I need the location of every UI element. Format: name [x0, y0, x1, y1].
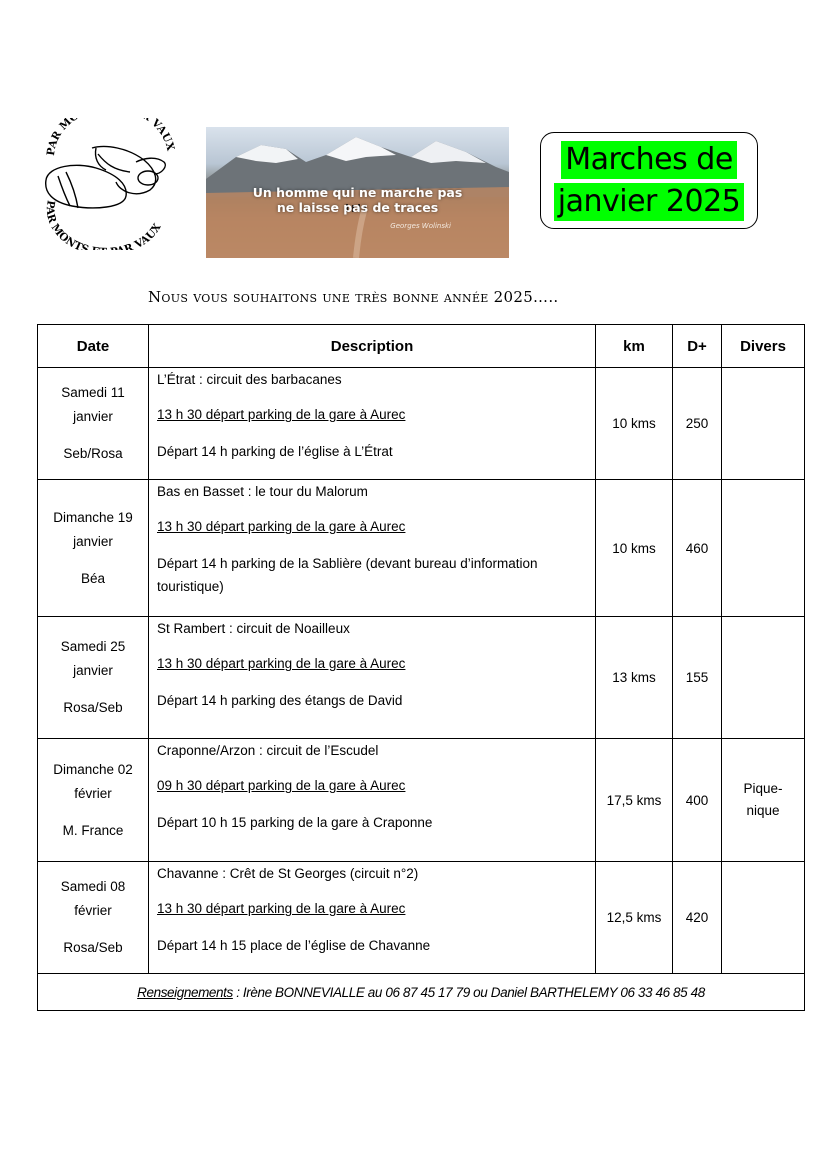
photo-quote-line1: Un homme qui ne marche pas — [252, 185, 463, 200]
header-dplus: D+ — [673, 325, 722, 368]
meeting-point: 13 h 30 départ parking de la gare à Aurec — [157, 519, 406, 534]
table-row — [38, 368, 805, 480]
walk-title: St Rambert : circuit de Noailleux — [157, 621, 350, 636]
departure-point: Départ 14 h parking des étangs de David — [157, 693, 403, 708]
km-cell: 13 kms — [596, 617, 673, 739]
date-day: Dimanche 02 — [53, 761, 133, 777]
walk-title: Bas en Basset : le tour du Malorum — [157, 484, 368, 499]
departure-point: Départ 14 h parking de l’église à L’Étrat — [157, 444, 393, 459]
divers-note: Pique-nique — [743, 781, 783, 818]
description-cell — [149, 480, 596, 617]
contact-info — [38, 974, 805, 1011]
table-row — [38, 617, 805, 739]
km-cell: 12,5 kms — [596, 862, 673, 974]
walks-table — [37, 324, 805, 1011]
divers-cell — [722, 739, 805, 862]
meeting-point: 13 h 30 départ parking de la gare à Aurec — [157, 407, 406, 422]
header-description: Description — [149, 325, 596, 368]
date-cell — [38, 368, 149, 480]
date-cell — [38, 480, 149, 617]
date-day: Dimanche 19 — [53, 509, 133, 525]
km-cell: 10 kms — [596, 480, 673, 617]
departure-point: Départ 14 h 15 place de l’église de Chavanne — [157, 938, 431, 953]
description-cell — [149, 368, 596, 480]
description-cell — [149, 739, 596, 862]
svg-text:PAR MONTS ET PAR VAUX: PAR M VAUX — [44, 118, 176, 157]
leader: M. France — [62, 822, 124, 838]
walk-title: Chavanne : Crêt de St Georges (circuit n°2) — [157, 866, 419, 881]
meeting-point: 09 h 30 départ parking de la gare à Aurec — [157, 778, 406, 793]
date-month: janvier — [73, 533, 113, 549]
leader: Rosa/Seb — [63, 700, 123, 715]
table-row — [38, 862, 805, 974]
photo-author: Georges Wolinski — [390, 222, 451, 230]
title-box — [540, 132, 758, 229]
date-day: Samedi 11 — [61, 385, 125, 400]
dplus-cell: 460 — [673, 480, 722, 617]
header-km: km — [596, 325, 673, 368]
departure-point: Départ 10 h 15 parking de la gare à Craponne — [157, 815, 433, 830]
photo-quote-line2: ne laisse pas de traces — [276, 200, 439, 215]
date-month: janvier — [73, 409, 113, 424]
walk-title: Craponne/Arzon : circuit de l’Escudel — [157, 743, 379, 758]
dplus-cell: 250 — [673, 368, 722, 480]
table-header-row — [38, 325, 805, 368]
dplus-cell: 400 — [673, 739, 722, 862]
title-line-2: janvier 2025 — [554, 183, 745, 221]
new-year-wish: Nous vous souhaitons une très bonne année 2025….. — [148, 288, 559, 306]
contact-label: Renseignements — [137, 984, 233, 1000]
description-cell — [149, 617, 596, 739]
divers-cell — [722, 617, 805, 739]
departure-point: Départ 14 h parking de la Sablière (devant bureau d’information touristique) — [157, 556, 538, 594]
date-cell — [38, 862, 149, 974]
meeting-point: 13 h 30 départ parking de la gare à Aurec — [157, 656, 406, 671]
leader: Rosa/Seb — [63, 940, 123, 955]
mountain-photo-banner — [206, 127, 509, 258]
divers-cell — [722, 368, 805, 480]
svg-text:PAR MONTS ET PAR VAUX: PAR MONTS R VAUX — [43, 199, 164, 250]
divers-cell — [722, 480, 805, 617]
date-cell — [38, 617, 149, 739]
dplus-cell: 420 — [673, 862, 722, 974]
club-logo — [36, 118, 176, 250]
title-line-1: Marches de — [561, 141, 737, 179]
contact-details: : Irène BONNEVIALLE au 06 87 45 17 79 ou Daniel BARTHELEMY 06 33 46 85 48 — [232, 984, 705, 1000]
photo-quote — [206, 185, 509, 215]
header-divers: Divers — [722, 325, 805, 368]
leader: Béa — [80, 570, 106, 586]
dplus-cell: 155 — [673, 617, 722, 739]
leader: Seb/Rosa — [63, 446, 123, 461]
description-cell — [149, 862, 596, 974]
date-cell — [38, 739, 149, 862]
date-month: janvier — [73, 663, 113, 678]
footer-row — [38, 974, 805, 1011]
meeting-point: 13 h 30 départ parking de la gare à Aurec — [157, 901, 406, 916]
divers-cell — [722, 862, 805, 974]
table-row — [38, 480, 805, 617]
date-month: février — [74, 903, 112, 918]
date-day: Samedi 25 — [60, 639, 126, 654]
walk-title: L’Étrat : circuit des barbacanes — [157, 372, 342, 387]
km-cell: 10 kms — [596, 368, 673, 480]
km-cell: 17,5 kms — [596, 739, 673, 862]
date-day: Samedi 08 — [60, 879, 126, 894]
header-date: Date — [38, 325, 149, 368]
table-row — [38, 739, 805, 862]
date-month: février — [74, 785, 112, 801]
